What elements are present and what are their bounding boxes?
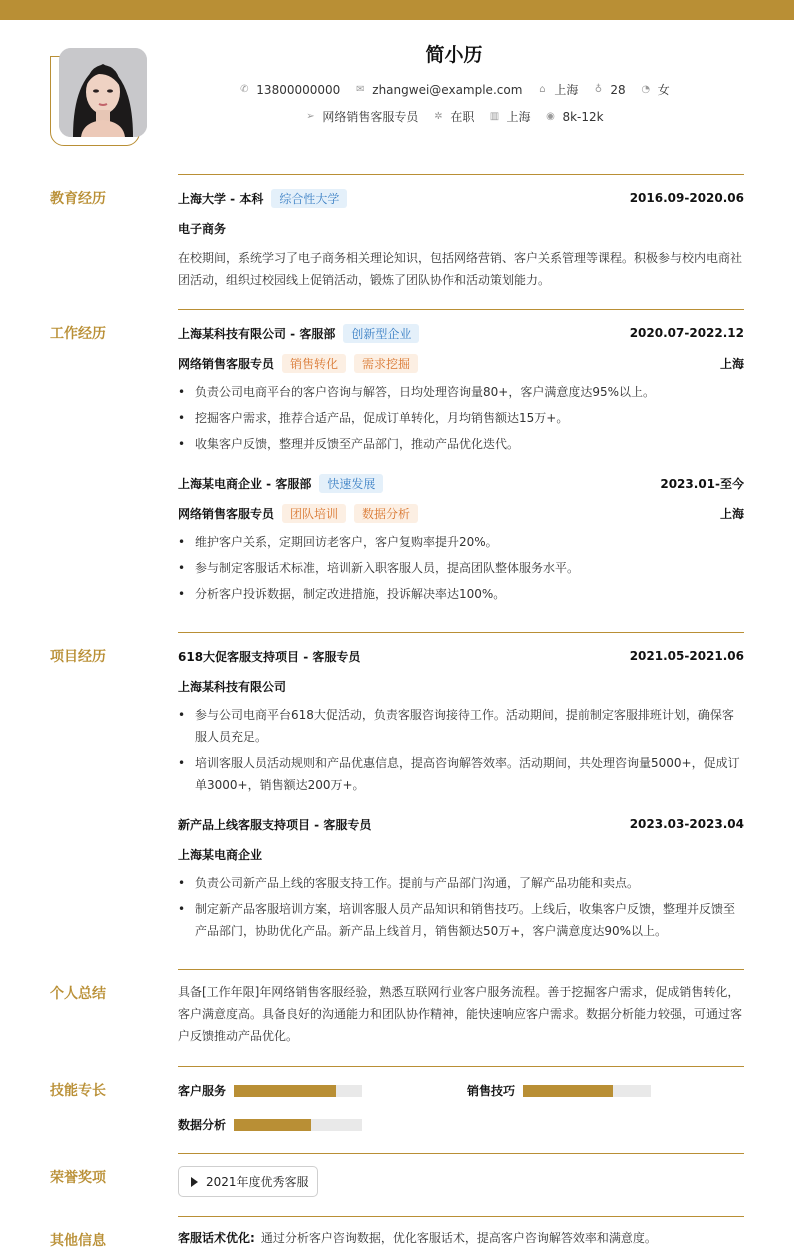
work-2-company: 上海某电商企业 - 客服部 [178,476,312,491]
divider-summary [178,969,744,970]
age-text: 28 [610,82,626,97]
divider-work [178,309,744,310]
work-1-role-row [178,353,744,373]
divider-awards [178,1153,744,1154]
work-2-tag-2: 数据分析 [354,504,418,523]
project-2-bullet: • 负责公司新产品上线的客服支持工作。提前与产品部门沟通，了解产品功能和卖点。 [178,872,744,894]
salary-text: 8k-12k [562,109,604,124]
skill-item [178,1082,362,1099]
skill-name: 客户服务 [178,1084,227,1098]
project-2-date: 2023.03-2023.04 [629,817,744,831]
status-text: 在职 [450,110,475,124]
divider-other [178,1216,744,1217]
skill-name: 数据分析 [178,1118,227,1132]
education-tag: 综合性大学 [271,189,347,208]
skill-bar-fill [523,1085,613,1097]
work-1-city: 上海 [719,356,744,371]
work-1-role: 网络销售客服专员 [178,356,275,371]
status-icon: ✲ [434,111,443,122]
divider-skills [178,1066,744,1067]
education-major: 电子商务 [178,221,227,236]
project-1-date: 2021.05-2021.06 [629,649,744,663]
education-header [178,188,744,208]
home-icon: ⌂ [539,84,546,95]
section-title-work: 工作经历 [50,326,106,342]
education-major-row [178,218,744,238]
mail-icon: ✉ [356,84,365,95]
intent-position [304,108,418,125]
work-2-role-row [178,503,744,523]
project-2-title: 新产品上线客服支持项目 - 客服专员 [178,817,372,832]
building-icon: ▥ [489,111,500,122]
gender-icon: ◔ [641,84,651,95]
job-intent-row [0,108,794,125]
education-date: 2016.09-2020.06 [629,191,744,205]
skill-item [178,1116,362,1133]
project-1-org: 上海某科技有限公司 [178,679,287,694]
work-1-bullet: • 负责公司电商平台的客户咨询与解答，日均处理咨询量80+，客户满意度达95%以上。 [178,381,744,403]
city-text: 上海 [554,83,579,97]
skill-item [467,1082,651,1099]
summary-text: 具备[工作年限]年网络销售客服经验，熟悉互联网行业客户服务流程。善于挖掘客户需求，促成销售转化，客户满意度高。具备良好的沟通能力和团队协作精神，能快速响应客户需求。数据分析能力较强，可通过客户反馈推动产品优化。 [178,985,743,1043]
work-1-company: 上海某科技有限公司 - 客服部 [178,326,336,341]
divider-education [178,174,744,175]
work-2-role: 网络销售客服专员 [178,506,275,521]
work-2-bullet: • 参与制定客服话术标准，培训新入职客服人员，提高团队整体服务水平。 [178,557,744,579]
skill-bar-fill [234,1085,336,1097]
project-1-bullet: • 参与公司电商平台618大促活动，负责客服咨询接待工作。活动期间，提前制定客服排班计划，确保客服人员充足。 [178,704,744,748]
work-2-date: 2023.01-至今 [660,476,744,491]
project-1-bullet: • 培训客服人员活动规则和产品优惠信息，提高咨询解答效率。活动期间，共处理咨询量5000+，促成订单3000+，销售额达200万+。 [178,752,744,796]
phone-icon: ✆ [240,84,249,95]
section-title-summary: 个人总结 [50,986,106,1002]
project-2-header [178,814,744,834]
work-1-bullet: • 收集客户反馈，整理并反馈至产品部门，推动产品优化迭代。 [178,433,744,455]
intent-city [488,108,530,125]
education-school: 上海大学 - 本科 [178,191,264,206]
contact-phone [238,83,340,97]
salary-icon: ◉ [546,111,555,122]
project-2-org: 上海某电商企业 [178,847,263,862]
work-2-bullet: • 分析客户投诉数据，制定改进措施，投诉解决率达100%。 [178,583,744,605]
work-1-bullet: • 挖掘客户需求，推荐合适产品，促成订单转化，月均销售额达15万+。 [178,407,744,429]
work-1-tag-1: 销售转化 [282,354,346,373]
skill-bar [234,1085,362,1097]
skill-name: 销售技巧 [467,1084,516,1098]
project-1-org-row [178,676,744,696]
intent-salary [544,110,603,124]
section-title-skills: 技能专长 [50,1083,106,1099]
top-accent-bar [0,0,794,20]
contact-gender [640,81,670,98]
award-item[interactable] [178,1166,318,1197]
divider-projects [178,632,744,633]
intent-status [432,108,474,125]
cake-icon: ♁ [594,84,603,95]
section-title-awards: 荣誉奖项 [50,1170,106,1186]
work-2-tag-1: 团队培训 [282,504,346,523]
work-1-company-tag: 创新型企业 [343,324,419,343]
work-1-header [178,323,744,343]
expand-triangle-icon [191,1177,198,1187]
project-1-header [178,646,744,666]
project-2-org-row [178,844,744,864]
project-1-title: 618大促客服支持项目 - 客服专员 [178,649,361,664]
other-info-label: 客服话术优化: [178,1231,255,1245]
position-text: 网络销售客服专员 [322,110,419,124]
skill-bar [523,1085,651,1097]
skill-bar-fill [234,1119,311,1131]
contact-age [592,83,625,97]
phone-text: 13800000000 [256,82,341,97]
resume-name: 简小历 [425,44,483,66]
other-info [178,1229,657,1246]
award-label: 2021年度优秀客服 [206,1175,309,1189]
work-2-city: 上海 [719,506,744,521]
section-title-other: 其他信息 [50,1233,106,1249]
contact-city [536,81,578,98]
other-info-text: 通过分析客户咨询数据，优化客服话术，提高客户咨询解答效率和满意度。 [260,1231,657,1245]
contact-row [0,81,794,98]
email-text: zhangwei@example.com [372,82,523,97]
skill-bar [234,1119,362,1131]
work-1-tag-2: 需求挖掘 [354,354,418,373]
gender-text: 女 [657,83,670,97]
section-title-education: 教育经历 [50,191,106,207]
work-2-header [178,473,744,493]
work-2-bullet: • 维护客户关系，定期回访老客户，客户复购率提升20%。 [178,531,744,553]
work-2-company-tag: 快速发展 [319,474,383,493]
work-city-text: 上海 [506,110,531,124]
contact-email [354,83,522,97]
education-description: 在校期间，系统学习了电子商务相关理论知识，包括网络营销、客户关系管理等课程。积极参与校内电商社团活动，组织过校园线上促销活动，锻炼了团队协作和活动策划能力。 [178,251,743,287]
project-2-bullet: • 制定新产品客服培训方案，培训客服人员产品知识和销售技巧。上线后，收集客户反馈，整理并反馈至产品部门，协助优化产品。新产品上线首月，销售额达50万+，客户满意度达90%以上。 [178,898,744,942]
send-icon: ➢ [306,111,315,122]
work-1-date: 2020.07-2022.12 [629,326,744,340]
section-title-projects: 项目经历 [50,649,106,665]
